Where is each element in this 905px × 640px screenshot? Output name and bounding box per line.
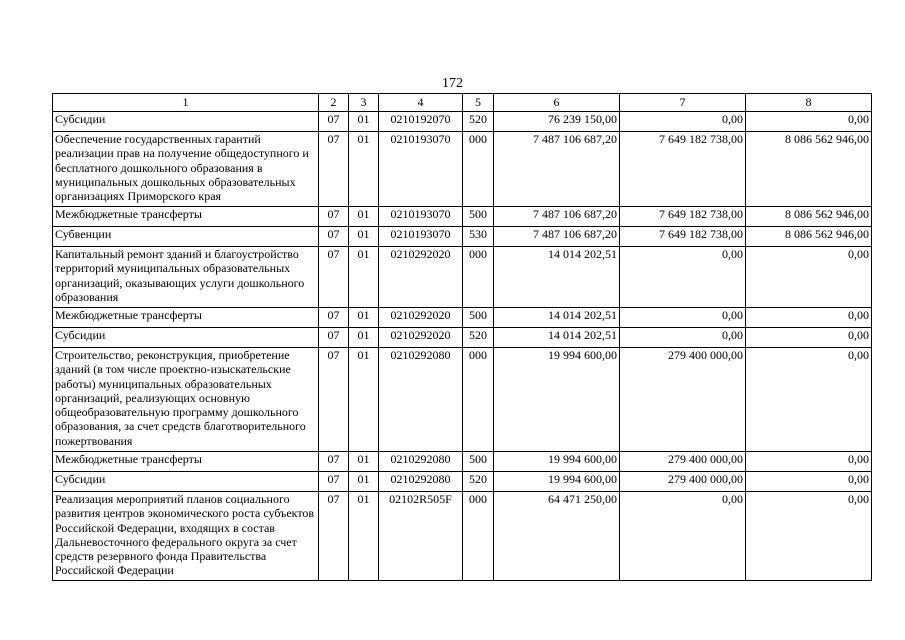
row-amount-1: 7 487 106 687,20: [494, 207, 620, 227]
row-target-article: 0210193070: [379, 207, 463, 227]
row-amount-2: 7 649 182 738,00: [620, 207, 746, 227]
row-amount-1: 19 994 600,00: [494, 472, 620, 492]
row-expense-type: 000: [463, 132, 494, 207]
row-target-article: 0210193070: [379, 227, 463, 247]
row-subsection: 01: [349, 112, 379, 132]
table-row: [53, 308, 872, 328]
row-expense-type: 000: [463, 348, 494, 452]
row-amount-3: 8 086 562 946,00: [746, 132, 872, 207]
row-amount-2: 7 649 182 738,00: [620, 227, 746, 247]
row-subsection: 01: [349, 328, 379, 348]
row-expense-type: 000: [463, 492, 494, 581]
table-row: [53, 207, 872, 227]
header-row: [53, 94, 872, 112]
table-row: [53, 492, 872, 581]
row-subsection: 01: [349, 247, 379, 308]
table-row: [53, 247, 872, 308]
col-header-section: 2: [319, 94, 349, 112]
table-row: [53, 348, 872, 452]
row-section: 07: [319, 227, 349, 247]
row-expense-type: 520: [463, 472, 494, 492]
col-header-amount-3: 8: [746, 94, 872, 112]
row-amount-3: 0,00: [746, 348, 872, 452]
row-target-article: 0210292080: [379, 452, 463, 472]
row-amount-2: 7 649 182 738,00: [620, 132, 746, 207]
row-expense-type: 520: [463, 328, 494, 348]
row-amount-1: 7 487 106 687,20: [494, 227, 620, 247]
row-subsection: 01: [349, 227, 379, 247]
row-name: Межбюджетные трансферты: [53, 308, 319, 328]
row-target-article: 0210292020: [379, 247, 463, 308]
row-subsection: 01: [349, 207, 379, 227]
row-target-article: 0210292020: [379, 328, 463, 348]
col-header-subsection: 3: [349, 94, 379, 112]
row-section: 07: [319, 112, 349, 132]
row-section: 07: [319, 247, 349, 308]
row-subsection: 01: [349, 452, 379, 472]
row-amount-2: 0,00: [620, 112, 746, 132]
row-amount-1: 76 239 150,00: [494, 112, 620, 132]
row-name: Реализация мероприятий планов социального развития центров экономического роста субъектов Российской Федерации, входящих в состав Дальневосточного федерального округа за счет средств резервного фонда Правительства Российской Федерации: [53, 492, 319, 581]
col-header-name: 1: [53, 94, 319, 112]
row-expense-type: 530: [463, 227, 494, 247]
row-section: 07: [319, 472, 349, 492]
row-subsection: 01: [349, 132, 379, 207]
row-section: 07: [319, 328, 349, 348]
row-amount-3: 8 086 562 946,00: [746, 227, 872, 247]
row-amount-2: 279 400 000,00: [620, 348, 746, 452]
row-name: Субсидии: [53, 472, 319, 492]
row-amount-3: 0,00: [746, 492, 872, 581]
row-expense-type: 500: [463, 207, 494, 227]
row-amount-1: 7 487 106 687,20: [494, 132, 620, 207]
row-target-article: 0210292020: [379, 308, 463, 328]
row-amount-2: 279 400 000,00: [620, 472, 746, 492]
row-name: Строительство, реконструкция, приобретение зданий (в том числе проектно-изыскательские работы) муниципальных образовательных организаций, реализующих основную общеобразовательную программу дошкольного образования, за счет средств благотворительного пожертвования: [53, 348, 319, 452]
row-section: 07: [319, 207, 349, 227]
table-row: [53, 227, 872, 247]
row-name: Капитальный ремонт зданий и благоустройство территорий муниципальных образовательных организаций, оказывающих услуги дошкольного образования: [53, 247, 319, 308]
row-amount-1: 14 014 202,51: [494, 308, 620, 328]
row-amount-3: 0,00: [746, 472, 872, 492]
row-amount-3: 8 086 562 946,00: [746, 207, 872, 227]
row-expense-type: 500: [463, 452, 494, 472]
table-row: [53, 132, 872, 207]
col-header-target-article: 4: [379, 94, 463, 112]
row-name: Субвенции: [53, 227, 319, 247]
table-row: [53, 472, 872, 492]
row-amount-3: 0,00: [746, 247, 872, 308]
table-row: [53, 328, 872, 348]
row-name: Субсидии: [53, 328, 319, 348]
table-row: [53, 112, 872, 132]
col-header-expense-type: 5: [463, 94, 494, 112]
row-name: Обеспечение государственных гарантий реализации прав на получение общедоступного и бесплатного дошкольного образования в муниципальных дошкольных образовательных организациях Приморского края: [53, 132, 319, 207]
row-name: Межбюджетные трансферты: [53, 452, 319, 472]
row-name: Субсидии: [53, 112, 319, 132]
row-amount-3: 0,00: [746, 452, 872, 472]
row-amount-2: 0,00: [620, 328, 746, 348]
row-amount-2: 0,00: [620, 492, 746, 581]
row-target-article: 0210292080: [379, 348, 463, 452]
table-row: [53, 452, 872, 472]
row-section: 07: [319, 132, 349, 207]
row-expense-type: 500: [463, 308, 494, 328]
row-section: 07: [319, 492, 349, 581]
row-amount-1: 64 471 250,00: [494, 492, 620, 581]
row-target-article: 02102R505F: [379, 492, 463, 581]
budget-table: [52, 93, 872, 581]
row-amount-3: 0,00: [746, 308, 872, 328]
row-section: 07: [319, 452, 349, 472]
col-header-amount-2: 7: [620, 94, 746, 112]
row-amount-2: 0,00: [620, 308, 746, 328]
row-amount-2: 279 400 000,00: [620, 452, 746, 472]
row-section: 07: [319, 348, 349, 452]
row-amount-3: 0,00: [746, 112, 872, 132]
row-subsection: 01: [349, 492, 379, 581]
row-amount-1: 19 994 600,00: [494, 452, 620, 472]
row-section: 07: [319, 308, 349, 328]
row-subsection: 01: [349, 348, 379, 452]
row-amount-1: 19 994 600,00: [494, 348, 620, 452]
row-amount-3: 0,00: [746, 328, 872, 348]
col-header-amount-1: 6: [494, 94, 620, 112]
row-name: Межбюджетные трансферты: [53, 207, 319, 227]
row-target-article: 0210192070: [379, 112, 463, 132]
page-number: 172: [442, 76, 463, 91]
row-subsection: 01: [349, 472, 379, 492]
row-target-article: 0210193070: [379, 132, 463, 207]
row-amount-2: 0,00: [620, 247, 746, 308]
row-target-article: 0210292080: [379, 472, 463, 492]
row-subsection: 01: [349, 308, 379, 328]
row-expense-type: 000: [463, 247, 494, 308]
row-amount-1: 14 014 202,51: [494, 328, 620, 348]
row-amount-1: 14 014 202,51: [494, 247, 620, 308]
row-expense-type: 520: [463, 112, 494, 132]
